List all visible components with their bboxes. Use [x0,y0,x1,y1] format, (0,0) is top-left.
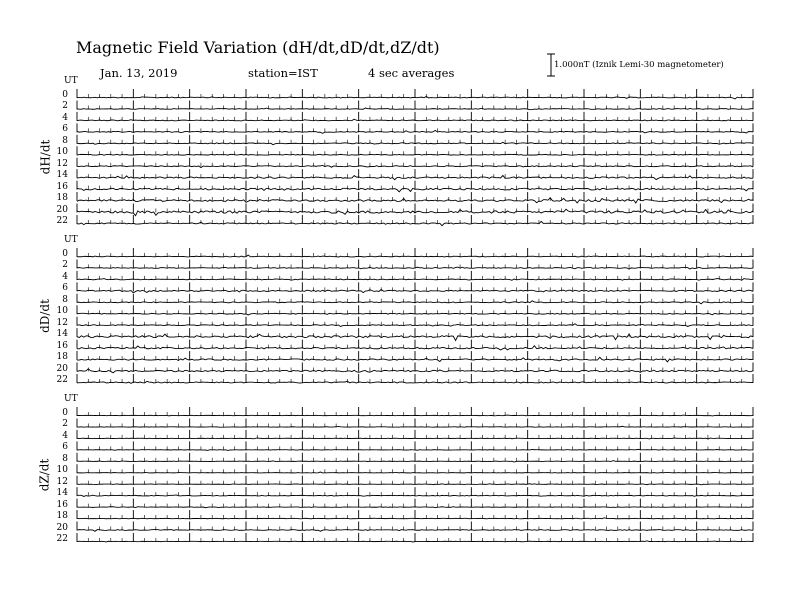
chart-title: Magnetic Field Variation (dH/dt,dD/dt,dZ/dt) [76,38,440,57]
hour-tick-label: 2 [62,419,68,430]
hour-tick-label: 22 [56,533,68,544]
hour-tick-label: 10 [56,306,68,317]
hour-tick-label: 22 [56,215,68,226]
hour-tick-label: 6 [62,442,68,453]
panel-ylabel: dD/dt [37,299,52,333]
hour-tick-label: 6 [62,124,68,135]
panel-ylabel: dH/dt [38,139,53,175]
hour-tick-label: 16 [56,181,68,192]
hour-tick-label: 6 [62,283,68,294]
hour-tick-label: 14 [56,488,68,499]
hour-tick-label: 8 [62,294,68,305]
hour-tick-label: 16 [56,340,68,351]
hour-tick-label: 8 [62,135,68,146]
hour-tick-label: 16 [56,499,68,510]
hour-tick-label: 2 [62,101,68,112]
ut-label: UT [64,76,78,86]
ut-label: UT [64,235,78,245]
hour-tick-label: 12 [56,317,68,328]
hour-tick-label: 14 [56,170,68,181]
hour-tick-label: 2 [62,260,68,271]
hour-tick-label: 18 [56,193,68,204]
hour-tick-label: 10 [56,465,68,476]
hour-tick-label: 18 [56,511,68,522]
averaging-label: 4 sec averages [368,66,455,80]
ut-label: UT [64,394,78,404]
hour-tick-label: 22 [56,374,68,385]
hour-tick-label: 20 [56,522,68,533]
hour-tick-label: 18 [56,352,68,363]
hour-tick-label: 10 [56,147,68,158]
hour-tick-label: 4 [62,271,68,282]
panel-ylabel: dZ/dt [37,458,52,492]
panel-dD-dt [77,248,753,383]
hour-tick-label: 0 [62,249,68,259]
hour-tick-label: 0 [62,408,68,418]
hour-tick-label: 8 [62,453,68,464]
hour-tick-label: 20 [56,363,68,374]
scale-label: 1.000nT (Iznik Lemi-30 magnetometer) [554,60,724,70]
hour-tick-label: 0 [62,90,68,100]
date-label: Jan. 13, 2019 [100,66,178,80]
hour-tick-label: 4 [62,430,68,441]
hour-tick-label: 14 [56,329,68,340]
panel-dZ-dt [77,407,753,542]
hour-tick-label: 20 [56,204,68,215]
hour-tick-label: 12 [56,476,68,487]
station-label: station=IST [248,66,318,80]
hour-tick-label: 4 [62,112,68,123]
hour-tick-label: 12 [56,158,68,169]
panel-dH-dt [77,89,753,226]
